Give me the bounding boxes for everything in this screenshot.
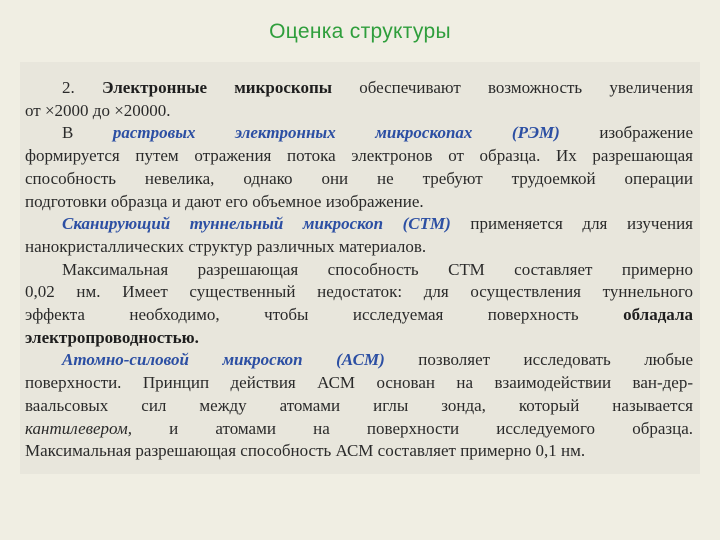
text-line xyxy=(25,122,693,145)
term-afm: Атомно-силовой микроскоп (АСМ) xyxy=(62,350,385,370)
text-line: ваальсовых сил между атомами иглы зонда, который называется xyxy=(25,395,693,415)
text-line xyxy=(25,77,693,100)
text-body xyxy=(25,77,693,463)
term-stm: Сканирующий туннельный микроскоп (СТМ) xyxy=(62,214,451,234)
paragraph-stm xyxy=(25,213,693,258)
text-line: электропроводностью. xyxy=(25,327,199,347)
term-electron-microscopes: Электронные микроскопы xyxy=(101,78,333,97)
text-line xyxy=(25,418,693,441)
text-line: поверхности. Принцип действия АСМ основан на взаимодействии ван-дер- xyxy=(25,373,693,393)
text-line: Максимальная разрешающая способность АСМ составляет примерно 0,1 нм. xyxy=(25,441,586,461)
text-line xyxy=(25,304,693,327)
text-fragment: В xyxy=(62,123,74,143)
text-fragment: применяется для изучения xyxy=(470,214,694,234)
paragraph-stm-resolution xyxy=(25,259,693,350)
text-line: формируется путем отражения потока электронов от образца. Их разрешающая xyxy=(25,146,693,166)
list-number: 2. xyxy=(62,78,75,97)
text-line xyxy=(25,349,693,372)
text-line: от ×2000 до ×20000. xyxy=(25,100,171,120)
text-fragment: обеспечивают возможность увеличения xyxy=(359,78,694,97)
text-fragment: и атомами на поверхности исследуемого образца. xyxy=(169,418,693,438)
term-emphasis: обладала xyxy=(623,305,693,325)
term-cantilever: кантилевером, xyxy=(25,418,132,438)
text-line: 0,02 нм. Имеет существенный недостаток: для осуществления туннельного xyxy=(25,282,693,302)
text-line: подготовки образца и дают его объемное изображение. xyxy=(25,191,424,211)
paragraph-sem xyxy=(25,122,693,213)
text-fragment: изображение xyxy=(599,123,694,143)
text-line: Максимальная разрешающая способность СТМ составляет примерно xyxy=(62,259,693,279)
slide-title: Оценка структуры xyxy=(269,20,451,43)
text-fragment: позволяет исследовать любые xyxy=(418,350,694,370)
text-fragment: эффекта необходимо, чтобы исследуемая поверхность xyxy=(25,305,579,325)
text-line xyxy=(25,213,693,236)
text-line: нанокристаллических структур различных материалов. xyxy=(25,236,427,256)
text-line: способность невелика, однако они не требуют трудоемкой операции xyxy=(25,168,693,188)
paragraph-afm xyxy=(25,349,693,463)
term-sem: растровых электронных микроскопах (РЭМ) xyxy=(112,123,560,143)
paragraph-electron-microscopes xyxy=(25,77,693,122)
